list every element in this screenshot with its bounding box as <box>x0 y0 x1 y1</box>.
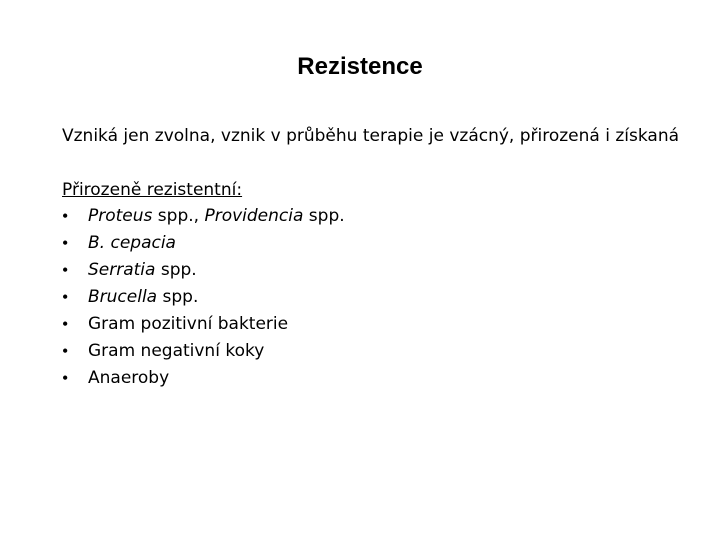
list-item-text: spp. <box>157 287 199 307</box>
list-item-text: Brucella <box>88 287 158 307</box>
list-item <box>62 365 345 392</box>
list-heading: Přirozeně rezistentní: <box>62 180 243 200</box>
list-item <box>62 311 345 338</box>
list-item-text: Proteus <box>88 206 153 226</box>
bullet-dot: • <box>62 233 69 253</box>
list-item-text: Serratia <box>88 260 156 280</box>
list-item <box>62 284 345 311</box>
bullet-dot: • <box>62 260 69 280</box>
bullet-list <box>62 203 345 392</box>
bullet-dot: • <box>62 206 69 226</box>
bullet-dot: • <box>62 368 69 388</box>
list-item-text: Anaeroby <box>88 368 170 388</box>
list-item <box>62 338 345 365</box>
list-item <box>62 257 345 284</box>
intro-text: Vzniká jen zvolna, vznik v průběhu terapie je vzácný, přirozená i získaná <box>62 126 680 146</box>
bullet-dot: • <box>62 314 69 334</box>
list-item <box>62 230 345 257</box>
list-item-text: spp. <box>303 206 345 226</box>
bullet-dot: • <box>62 341 69 361</box>
list-item-text: Gram pozitivní bakterie <box>88 314 289 334</box>
list-item-text: spp., <box>152 206 205 226</box>
slide-title: Rezistence <box>297 53 423 80</box>
list-item <box>62 203 345 230</box>
list-item-text: Gram negativní koky <box>88 341 265 361</box>
bullet-dot: • <box>62 287 69 307</box>
list-item-text: spp. <box>155 260 197 280</box>
list-item-text: Providencia <box>204 206 304 226</box>
list-item-text: B. cepacia <box>88 233 176 253</box>
